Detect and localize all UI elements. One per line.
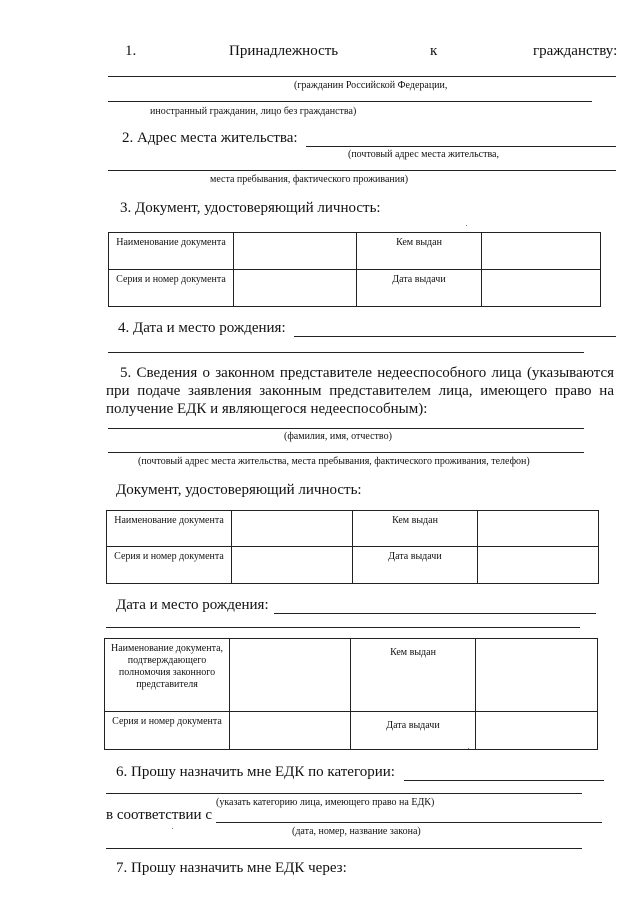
citizenship-hint-2: иностранный гражданин, лицо без гражданства) <box>150 106 357 117</box>
section-5-number: 5. <box>120 365 132 381</box>
representative-text: Сведения о законном представителе недееспособного лица (указываются при подаче заявления законным представителем лица, имеющего право на получение ЕДК и являющегося недееспособным): <box>106 365 615 417</box>
citizenship-field-line-2[interactable] <box>108 101 592 102</box>
rep-issue-date-value[interactable] <box>478 547 599 584</box>
address-field-line-2[interactable] <box>108 170 616 171</box>
rep-issued-by-cell: Кем выдан <box>353 511 478 547</box>
payment-method-label: 7. Прошу назначить мне ЕДК через: <box>116 860 347 876</box>
representative-name-hint: (фамилия, имя, отчество) <box>284 431 392 442</box>
id-document-table <box>108 232 601 307</box>
birth-label: 4. Дата и место рождения: <box>118 320 286 336</box>
category-field-line[interactable] <box>404 780 604 781</box>
address-hint-2: места пребывания, фактического проживания) <box>210 174 409 185</box>
representative-paragraph <box>106 364 614 418</box>
scan-speck <box>466 225 467 226</box>
rep-doc-name-value[interactable] <box>232 511 353 547</box>
address-label: 2. Адрес места жительства: <box>122 130 298 146</box>
issued-by-cell: Кем выдан <box>357 233 482 270</box>
address-field-line[interactable] <box>306 146 616 147</box>
law-field-line[interactable] <box>216 822 602 823</box>
authority-series-value[interactable] <box>230 712 351 750</box>
authority-doc-cell: Наименование документа, подтверждающего полномочия законного представителя <box>105 639 230 712</box>
category-hint: (указать категорию лица, имеющего право на ЕДК) <box>216 797 435 808</box>
rep-issued-by-value[interactable] <box>478 511 599 547</box>
rep-series-cell: Серия и номер документа <box>107 547 232 584</box>
section-1-number: 1. <box>125 43 137 59</box>
series-value[interactable] <box>234 270 357 307</box>
citizenship-hint: (гражданин Российской Федерации, <box>294 80 448 91</box>
accordance-label: в соответствии с <box>106 807 212 823</box>
authority-doc-value[interactable] <box>230 639 351 712</box>
birth-field-line-2[interactable] <box>108 352 584 353</box>
rep-birth-label: Дата и место рождения: <box>116 597 269 613</box>
authority-date-value[interactable] <box>476 712 598 750</box>
rep-birth-field-line[interactable] <box>274 613 596 614</box>
scan-speck <box>172 828 173 829</box>
issue-date-value[interactable] <box>482 270 601 307</box>
authority-issued-by-cell: Кем выдан <box>351 639 476 712</box>
doc-name-value[interactable] <box>234 233 357 270</box>
section-1-word: гражданству: <box>533 43 618 59</box>
issued-by-value[interactable] <box>482 233 601 270</box>
authority-series-cell: Серия и номер документа <box>105 712 230 750</box>
authority-issued-by-value[interactable] <box>476 639 598 712</box>
representative-address-hint: (почтовый адрес места жительства, места пребывания, фактического проживания, телефон) <box>138 456 530 467</box>
address-hint: (почтовый адрес места жительства, <box>348 149 499 160</box>
rep-authority-table <box>104 638 598 750</box>
rep-id-document-table <box>106 510 599 584</box>
rep-issue-date-cell: Дата выдачи <box>353 547 478 584</box>
doc-name-cell: Наименование документа <box>109 233 234 270</box>
representative-address-line[interactable] <box>108 452 584 453</box>
rep-series-value[interactable] <box>232 547 353 584</box>
series-cell: Серия и номер документа <box>109 270 234 307</box>
section-1-word: к <box>430 43 438 59</box>
issue-date-cell: Дата выдачи <box>357 270 482 307</box>
rep-id-document-label: Документ, удостоверяющий личность: <box>116 482 362 498</box>
citizenship-field-line[interactable] <box>108 76 616 77</box>
representative-name-line[interactable] <box>108 428 584 429</box>
birth-field-line[interactable] <box>294 336 616 337</box>
id-document-label: 3. Документ, удостоверяющий личность: <box>120 200 381 216</box>
category-field-line-2[interactable] <box>106 793 582 794</box>
authority-date-cell: Дата выдачи <box>351 712 476 750</box>
section-1-word: Принадлежность <box>229 43 339 59</box>
scan-speck <box>468 748 469 749</box>
rep-doc-name-cell: Наименование документа <box>107 511 232 547</box>
category-label: 6. Прошу назначить мне ЕДК по категории: <box>116 764 395 780</box>
rep-birth-field-line-2[interactable] <box>106 627 580 628</box>
law-hint: (дата, номер, название закона) <box>292 826 421 837</box>
law-field-line-2[interactable] <box>106 848 582 849</box>
